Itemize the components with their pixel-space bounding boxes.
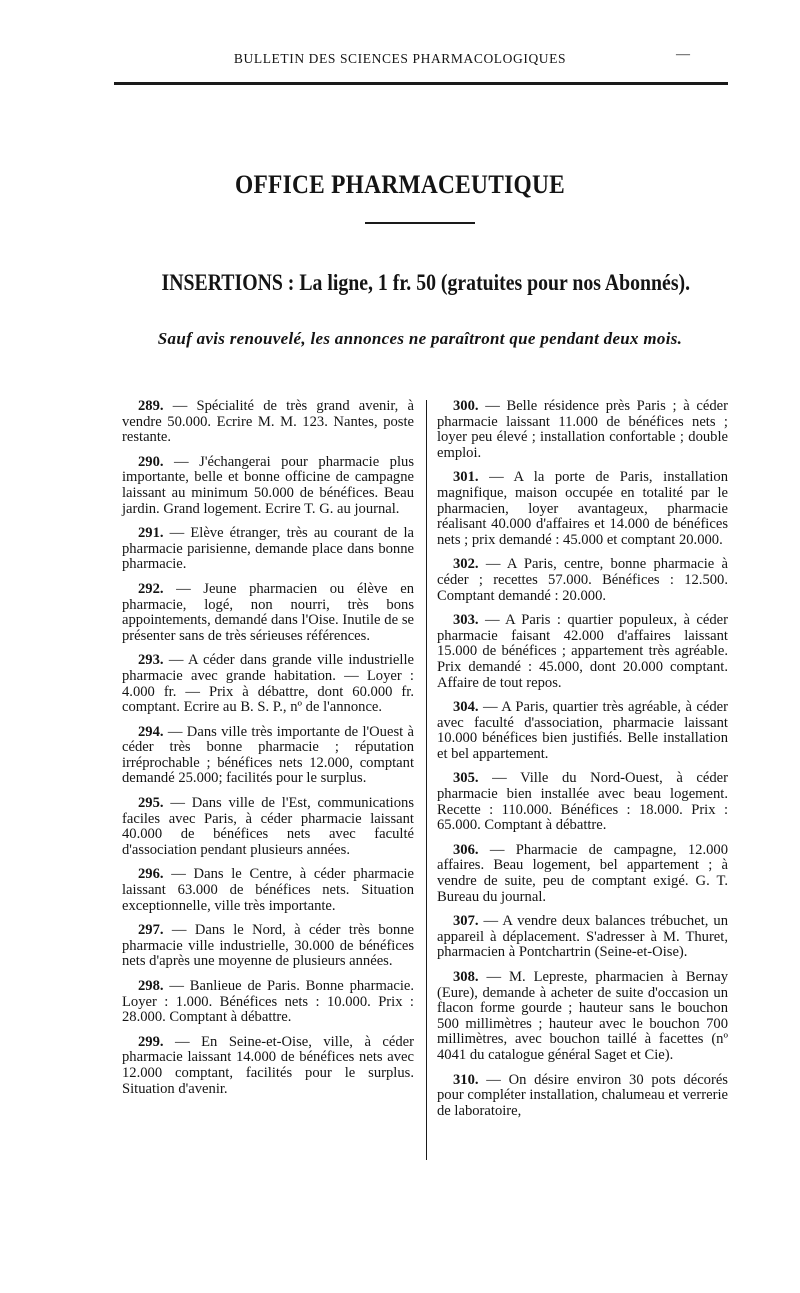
ad-text: — On désire environ 30 pots décorés pour compléter installation, chalumeau et verrerie de laboratoire, (437, 1071, 728, 1119)
ad-289 (122, 399, 414, 446)
ad-302 (437, 557, 728, 604)
ad-text: — Spécialité de très grand avenir, à vendre 50.000. Ecrire M. M. 123. Nantes, poste restante. (122, 398, 414, 446)
ad-310 (437, 1073, 728, 1120)
ad-number: 303. (453, 612, 479, 629)
ad-number: 302. (453, 556, 479, 573)
ad-301 (437, 470, 728, 548)
ad-298 (122, 979, 414, 1026)
ad-text: — A céder dans grande ville industrielle pharmacie avec grande habitation. — Loyer : 4.000 fr. — Prix à débattre, dont 60.000 fr. comptant. Ecrire au B. S. P., nº de l'annonce. (122, 652, 414, 716)
ad-number: 293. (138, 652, 164, 669)
ad-text: — A Paris, quartier très agréable, à céder avec faculté d'association, pharmacie laissant 10.000 bénéfices bien justifiés. Belle installation et bel appartement. (437, 699, 728, 762)
running-head: BULLETIN DES SCIENCES PHARMACOLOGIQUES (233, 51, 567, 66)
ad-number: 304. (453, 699, 479, 716)
ad-text: — Dans ville de l'Est, communications faciles avec Paris, à céder pharmacie laissant 40.000 de bénéfices nets avec faculté d'association pendant plusieurs années. (122, 795, 414, 858)
ads-column-right (437, 399, 728, 1128)
ad-308 (437, 970, 728, 1064)
ad-306 (437, 843, 728, 905)
ad-296 (122, 867, 414, 914)
ad-text: — Dans ville très importante de l'Ouest à céder très bonne pharmacie ; réputation irréprochable ; bénéfices nets 12.000, comptant demandé 25.000; facilités pour le surplus. (122, 723, 414, 787)
ads-column-left (122, 399, 414, 1106)
ad-text: — A Paris : quartier populeux, à céder pharmacie faisant 42.000 d'affaires laissant 15.000 de bénéfices ; appartement très agréable. Prix demandé : 45.000, dont 20.000 comptant. Affaire de tout repos. (437, 612, 728, 691)
ad-number: 294. (138, 723, 164, 740)
ad-text: — Banlieue de Paris. Bonne pharmacie. Loyer : 1.000. Bénéfices nets : 10.000. Prix : 28.000. Comptant à débattre. (122, 978, 414, 1026)
ad-307 (437, 914, 728, 961)
ad-290 (122, 455, 414, 517)
ad-294 (122, 725, 414, 787)
ad-text: — Ville du Nord-Ouest, à céder pharmacie bien installée avec beau logement. Recette : 110.000. Bénéfices : 18.000. Prix : 65.000. Comptant à débattre. (437, 770, 728, 834)
ad-number: 296. (138, 866, 164, 883)
ad-303 (437, 613, 728, 691)
ad-number: 306. (453, 841, 479, 858)
ad-300 (437, 399, 728, 461)
ad-292 (122, 582, 414, 644)
ad-text: — A vendre deux balances trébuchet, un appareil à déplacement. S'adresser à M. Thuret, pharmacien à Pontchartrin (Seine-et-Oise). (437, 913, 728, 961)
ad-297 (122, 923, 414, 970)
ad-number: 292. (138, 580, 164, 597)
notice-text: Sauf avis renouvelé, les annonces ne paraîtront que pendant deux mois. (157, 329, 683, 348)
title-rule (365, 222, 475, 224)
ad-number: 308. (453, 969, 479, 985)
ad-number: 291. (138, 525, 164, 542)
ad-293 (122, 653, 414, 715)
ad-text: — Dans le Centre, à céder pharmacie laissant 63.000 de bénéfices nets. Situation exceptionnelle, ville très importante. (122, 866, 414, 914)
ad-number: 305. (453, 770, 479, 787)
ad-text: — Dans le Nord, à céder très bonne pharmacie ville industrielle, 30.000 de bénéfices nets d'après une moyenne de plusieurs années. (122, 922, 414, 970)
ad-number: 298. (138, 978, 164, 994)
ad-number: 299. (138, 1033, 164, 1050)
ad-number: 301. (453, 469, 479, 486)
ad-number: 295. (138, 795, 164, 812)
ad-number: 297. (138, 922, 164, 939)
insertions-rate: INSERTIONS : La ligne, 1 fr. 50 (gratuites pour nos Abonnés). (161, 270, 691, 295)
ad-305 (437, 771, 728, 833)
ad-number: 307. (453, 913, 479, 930)
ad-295 (122, 796, 414, 858)
ad-number: 289. (138, 398, 164, 414)
ad-number: 290. (138, 453, 164, 470)
ad-text: — Belle résidence près Paris ; à céder pharmacie laissant 11.000 de bénéfices nets ; loyer peu élevé ; installation confortable ; double emploi. (437, 398, 728, 461)
ad-text: — M. Lepreste, pharmacien à Bernay (Eure), demande à acheter de suite d'occasion un flacon forme gourde ; hauteur sans le bouchon 500 millimètres ; hauteur avec le bouchon 700 millimètres, avec bouchon taillé à facettes (nº 4041 du catalogue général Saget et Cie). (437, 969, 728, 1063)
ad-299 (122, 1035, 414, 1097)
page-title: OFFICE PHARMACEUTIQUE (234, 170, 566, 199)
ad-text: — A Paris, centre, bonne pharmacie à céder ; recettes 57.000. Bénéfices : 12.500. Comptant demandé : 20.000. (437, 556, 728, 604)
ad-text: — J'échangerai pour pharmacie plus importante, belle et bonne officine de campagne laissant au minimum 50.000 de bénéfices. Beau jardin. Grand logement. Ecrire T. G. au journal. (122, 453, 414, 517)
ad-text: — Pharmacie de campagne, 12.000 affaires. Beau logement, bel appartement ; à vendre de suite, peu de comptant exigé. G. T. Bureau du journal. (437, 841, 728, 905)
corner-mark: — (676, 47, 690, 62)
ad-291 (122, 526, 414, 573)
ad-number: 310. (453, 1071, 479, 1088)
ad-text: — A la porte de Paris, installation magnifique, maison occupée en totalité par le pharmacien, loyer avantageux, pharmacie réalisant 40.000 d'affaires et 14.000 de bénéfices nets ; prix demandé : 45.000 et comptant 20.000. (437, 469, 728, 548)
ad-text: — Jeune pharmacien ou élève en pharmacie, logé, non nourri, très bons appointements, demandé dans l'Oise. Inutile de se présenter sans de très sérieuses références. (122, 580, 414, 644)
ad-304 (437, 700, 728, 762)
ad-text: — Elève étranger, très au courant de la pharmacie parisienne, demande place dans bonne pharmacie. (122, 525, 414, 573)
ad-text: — En Seine-et-Oise, ville, à céder pharmacie laissant 14.000 de bénéfices nets avec 12.000 comptant, facilités pour le surplus. Situation d'avenir. (122, 1033, 414, 1097)
column-divider (426, 400, 427, 1160)
ad-number: 300. (453, 398, 479, 414)
header-rule (114, 82, 728, 85)
